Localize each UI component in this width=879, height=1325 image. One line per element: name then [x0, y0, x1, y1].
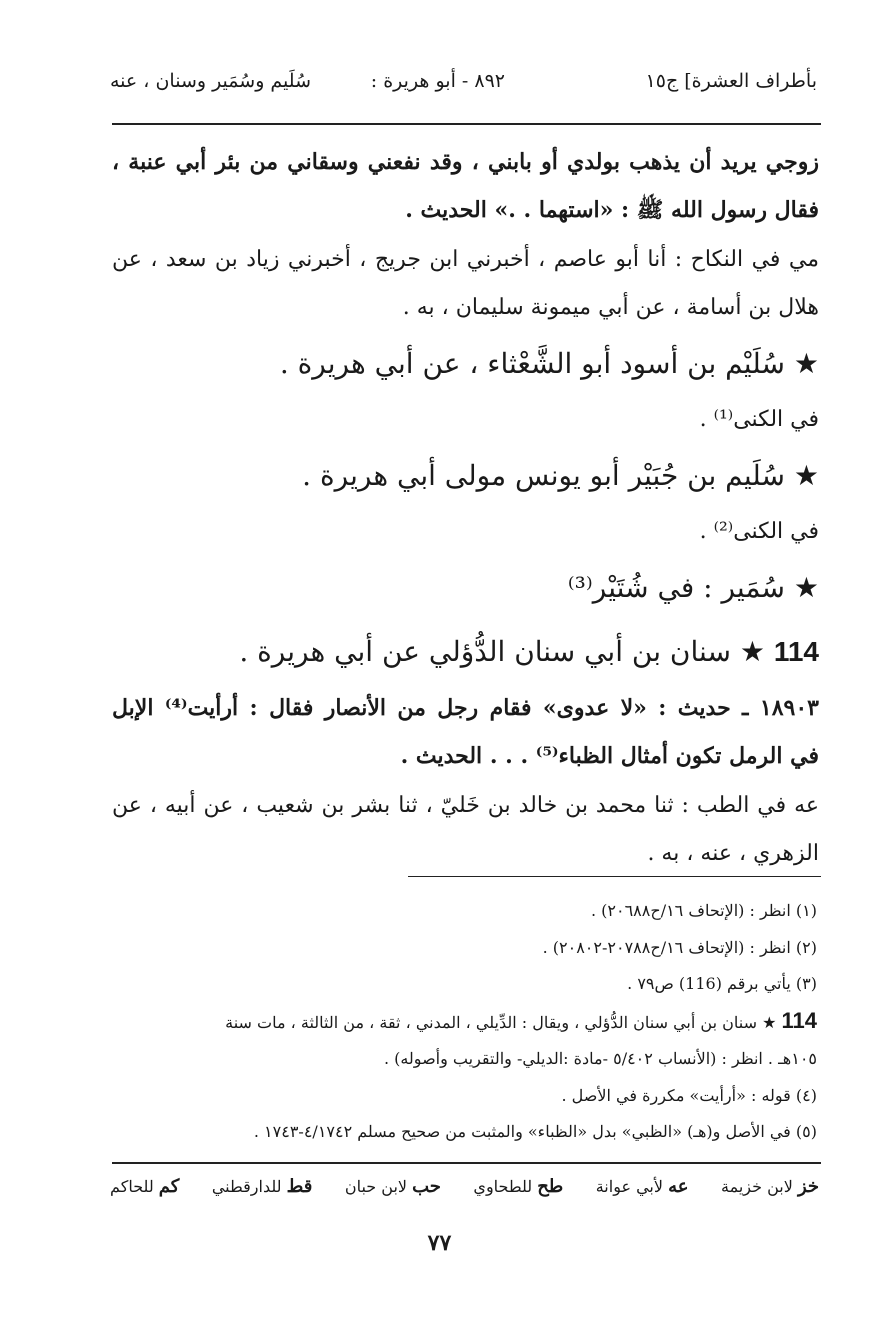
- footnote: (٤) قوله : «أرأيت» مكررة في الأصل .: [561, 1085, 817, 1105]
- footnote: (٣) يأتي برقم (116) ص٧٩ .: [627, 974, 817, 993]
- header-book-title: بأطراف العشرة] ج١٥: [645, 70, 817, 92]
- text-line: في الكنى⁽²⁾ .: [699, 519, 819, 544]
- narrator-heading: ★ سُمَير : في شُتَيْر⁽³⁾: [567, 571, 819, 604]
- abbreviation-key: [110, 1176, 819, 1197]
- footnotes: [112, 893, 817, 1151]
- narrator-name: ★ سنان بن أبي سنان الدُّؤلي عن أبي هريرة .: [239, 635, 765, 668]
- header-entry-number: ٨٩٢ - أبو هريرة :: [370, 70, 505, 92]
- hadith-line: في الرمل تكون أمثال الظباء⁽⁵⁾ . . . الحديث .: [400, 743, 819, 769]
- text-line: فقال رسول الله ﷺ : «استهما . .» الحديث .: [405, 197, 819, 223]
- footnote-number: 114: [781, 1007, 817, 1033]
- header-rule: [112, 123, 821, 125]
- abbrev-item: حب لابن حبان: [344, 1176, 441, 1197]
- abbrev-item: قط للدارقطني: [211, 1176, 313, 1197]
- running-header: [110, 70, 817, 106]
- text-line: زوجي يريد أن يذهب بولدي أو بابني ، وقد نفعني وسقاني من بئر أبي عنبة ،: [112, 149, 819, 175]
- footnote: (٢) انظر : (الإتحاف ١٦/ح٢٠٧٨٨-٢٠٨٠٢) .: [542, 937, 817, 957]
- narrator-heading: ★ سُلَيْم بن أسود أبو الشَّعْثاء ، عن أبي هريرة .: [279, 347, 819, 380]
- page-number: ٧٧: [427, 1230, 452, 1256]
- narrator-heading: ★ سُلَيم بن جُبَيْر أبو يونس مولى أبي هريرة .: [302, 459, 819, 492]
- footnote: [112, 1003, 817, 1042]
- footnote: ١٠٥هـ . انظر : (الأنساب ٥/٤٠٢ -مادة :الديلي- والتقريب وأصوله) .: [383, 1049, 817, 1068]
- abbrev-item: كم للحاكم: [110, 1176, 180, 1197]
- header-narrators: سُلَيم وسُمَير وسنان ، عنه: [110, 70, 312, 92]
- text-line: الزهري ، عنه ، به .: [647, 841, 819, 866]
- hadith-line: ١٨٩٠٣ ـ حديث : «لا عدوى» فقام رجل من الأنصار فقال : أرأيت⁽⁴⁾ الإبل: [112, 695, 819, 721]
- abbrev-item: خز لابن خزيمة: [721, 1176, 819, 1197]
- narrator-number: 114: [773, 636, 819, 667]
- text-line: عه في الطب : ثنا محمد بن خالد بن خَليّ ، ثنا بشر بن شعيب ، عن أبيه ، عن: [112, 793, 819, 818]
- text-line: مي في النكاح : أنا أبو عاصم ، أخبرني ابن جريج ، أخبرني زياد بن سعد ، عن: [112, 247, 819, 272]
- footnote-text: ★ سنان بن أبي سنان الدُّؤلي ، ويقال : الدِّيلي ، المدني ، ثقة ، من الثالثة ، مات سنة: [225, 1012, 777, 1032]
- abbrev-item: عه لأبي عوانة: [595, 1176, 689, 1197]
- narrator-heading: [112, 620, 819, 684]
- main-text: [112, 138, 819, 878]
- text-line: هلال بن أسامة ، عن أبي ميمونة سليمان ، به .: [402, 295, 819, 320]
- text-line: في الكنى⁽¹⁾ .: [699, 407, 819, 432]
- footnote: (١) انظر : (الإتحاف ١٦/ح٢٠٦٨٨) .: [590, 901, 817, 920]
- abbrev-item: طح للطحاوي: [473, 1176, 564, 1197]
- footnote-rule: [408, 876, 821, 877]
- footer-rule: [112, 1162, 821, 1164]
- footnote: (٥) في الأصل و(هـ) «الظبي» بدل «الظباء» والمثبت من صحيح مسلم ٤/١٧٤٢-١٧٤٣ .: [253, 1122, 817, 1141]
